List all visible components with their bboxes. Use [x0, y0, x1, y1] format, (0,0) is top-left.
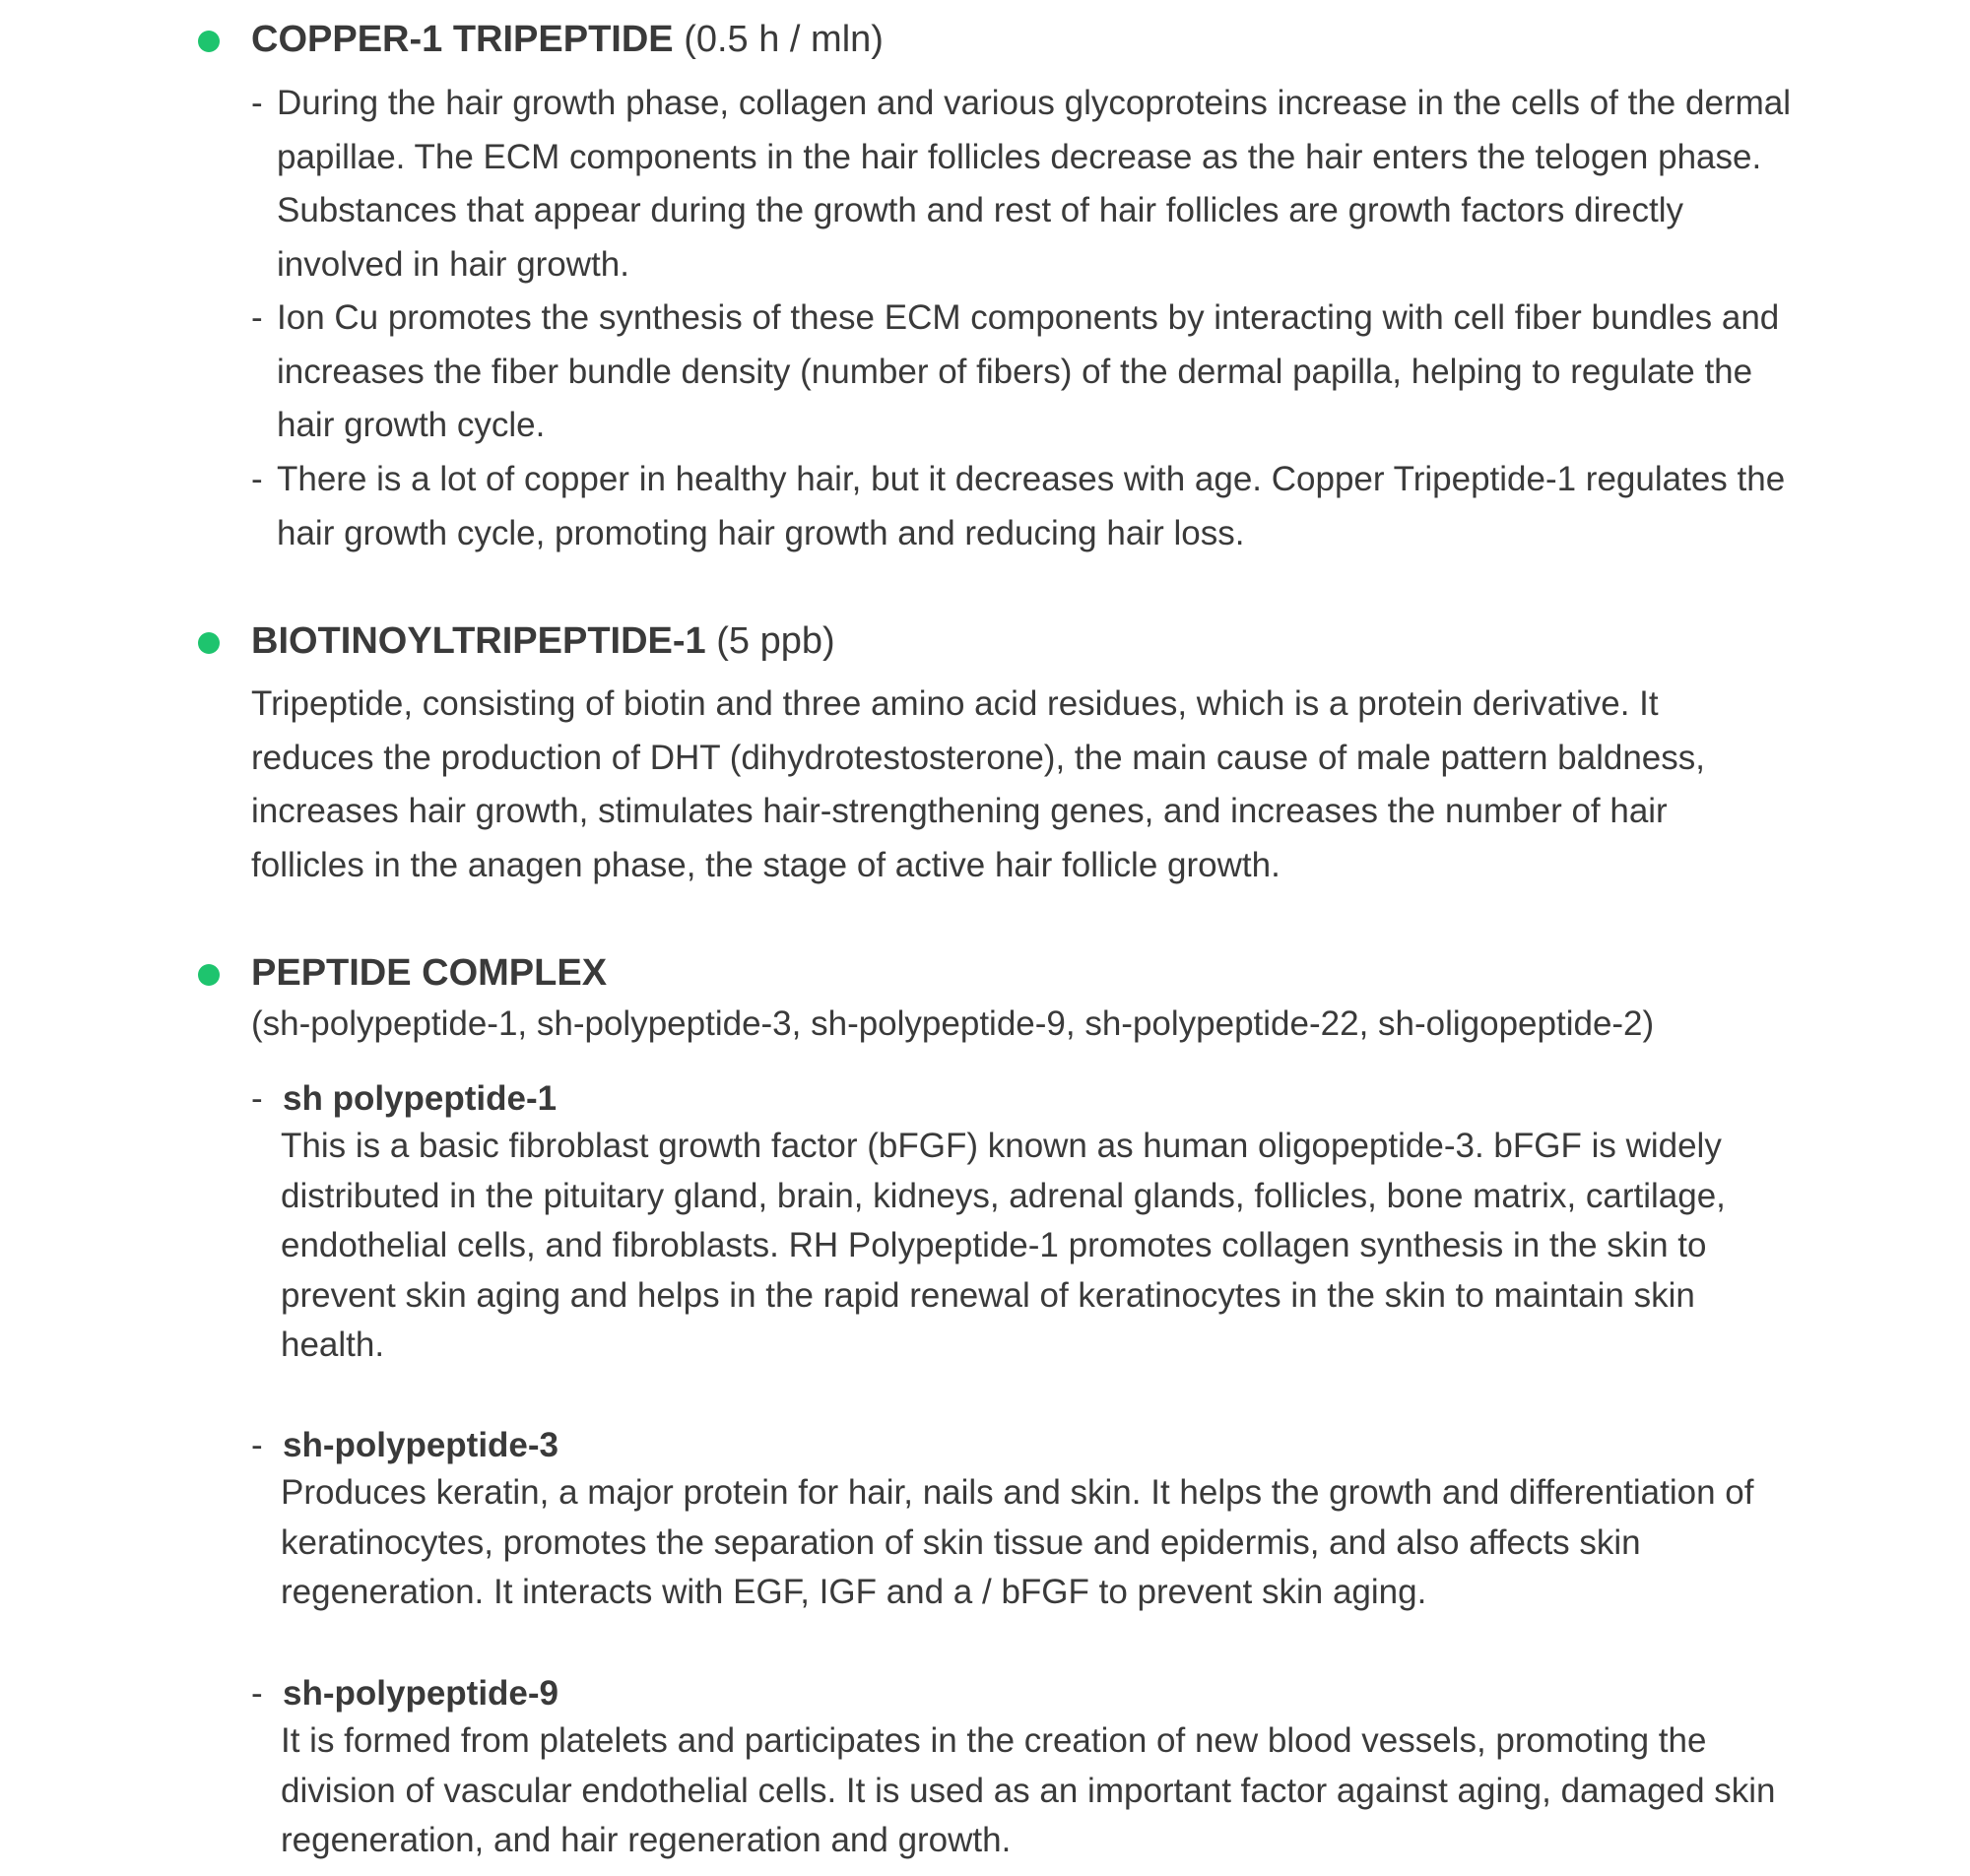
dash-icon: -	[251, 1674, 263, 1713]
heading-concentration: (5 ppb)	[716, 620, 835, 662]
bullet-dot-icon	[198, 31, 220, 52]
dash-icon: -	[251, 84, 263, 122]
section-body: Tripeptide, consisting of biotin and three amino acid residues, which is a protein derivative. It reduces the production of DHT (dihydrotestosterone), the main cause of male pattern baldness, increases hair growth, stimulates hair-strengthening genes, and increases the number of hair follicles in the anagen phase, the stage of active hair follicle growth.	[251, 684, 1705, 884]
list-item-text: There is a lot of copper in healthy hair, but it decreases with age. Copper Tripeptide-1 regulates the hair growth cycle, promoting hair growth and reducing hair loss.	[277, 460, 1786, 552]
dash-icon: -	[251, 460, 263, 498]
bullet-dot-icon	[198, 964, 220, 986]
dash-icon: -	[251, 1426, 263, 1464]
sub-item-text: It is formed from platelets and participates in the creation of new blood vessels, promoting the division of vascular endothelial cells. It is used as an important factor against aging, damaged skin regeneration, and hair regeneration and growth.	[281, 1721, 1776, 1859]
heading-title: PEPTIDE COMPLEX	[251, 952, 608, 994]
list-item-text: Ion Cu promotes the synthesis of these ECM components by interacting with cell fiber bundles and increases the fiber bundle density (number of fibers) of the dermal papilla, helping to regulate the hair growth cycle.	[277, 298, 1780, 444]
bullet-dot-icon	[198, 632, 220, 654]
section-heading	[251, 619, 835, 663]
sub-item-title: sh-polypeptide-9	[283, 1674, 559, 1713]
sub-item-title: sh-polypeptide-3	[283, 1426, 559, 1464]
sub-item-title: sh polypeptide-1	[283, 1079, 558, 1118]
section-subtitle: (sh-polypeptide-1, sh-polypeptide-3, sh-polypeptide-9, sh-polypeptide-22, sh-oligopeptide-2)	[251, 1004, 1655, 1043]
dash-icon: -	[251, 298, 263, 337]
section-heading	[251, 18, 884, 61]
heading-concentration: (0.5 h / mln)	[684, 19, 884, 60]
heading-title: BIOTINOYLTRIPEPTIDE-1	[251, 620, 706, 662]
section-heading	[251, 951, 607, 995]
sub-item-text: This is a basic fibroblast growth factor (bFGF) known as human oligopeptide-3. bFGF is widely distributed in the pituitary gland, brain, kidneys, adrenal glands, follicles, bone matrix, cartilage, endothelial cells, and fibroblasts. RH Polypeptide-1 promotes collagen synthesis in the skin to prevent skin aging and helps in the rapid renewal of keratinocytes in the skin to maintain skin health.	[281, 1127, 1726, 1364]
list-item-text: During the hair growth phase, collagen and various glycoproteins increase in the cells of the dermal papillae. The ECM components in the hair follicles decrease as the hair enters the telogen phase. Substances that appear during the growth and rest of hair follicles are growth factors directly involved in hair growth.	[277, 84, 1791, 284]
dash-icon: -	[251, 1079, 263, 1118]
heading-title: COPPER-1 TRIPEPTIDE	[251, 19, 674, 60]
sub-item-text: Produces keratin, a major protein for hair, nails and skin. It helps the growth and differentiation of keratinocytes, promotes the separation of skin tissue and epidermis, and also affects skin regeneration. It interacts with EGF, IGF and a / bFGF to prevent skin aging.	[281, 1473, 1754, 1611]
